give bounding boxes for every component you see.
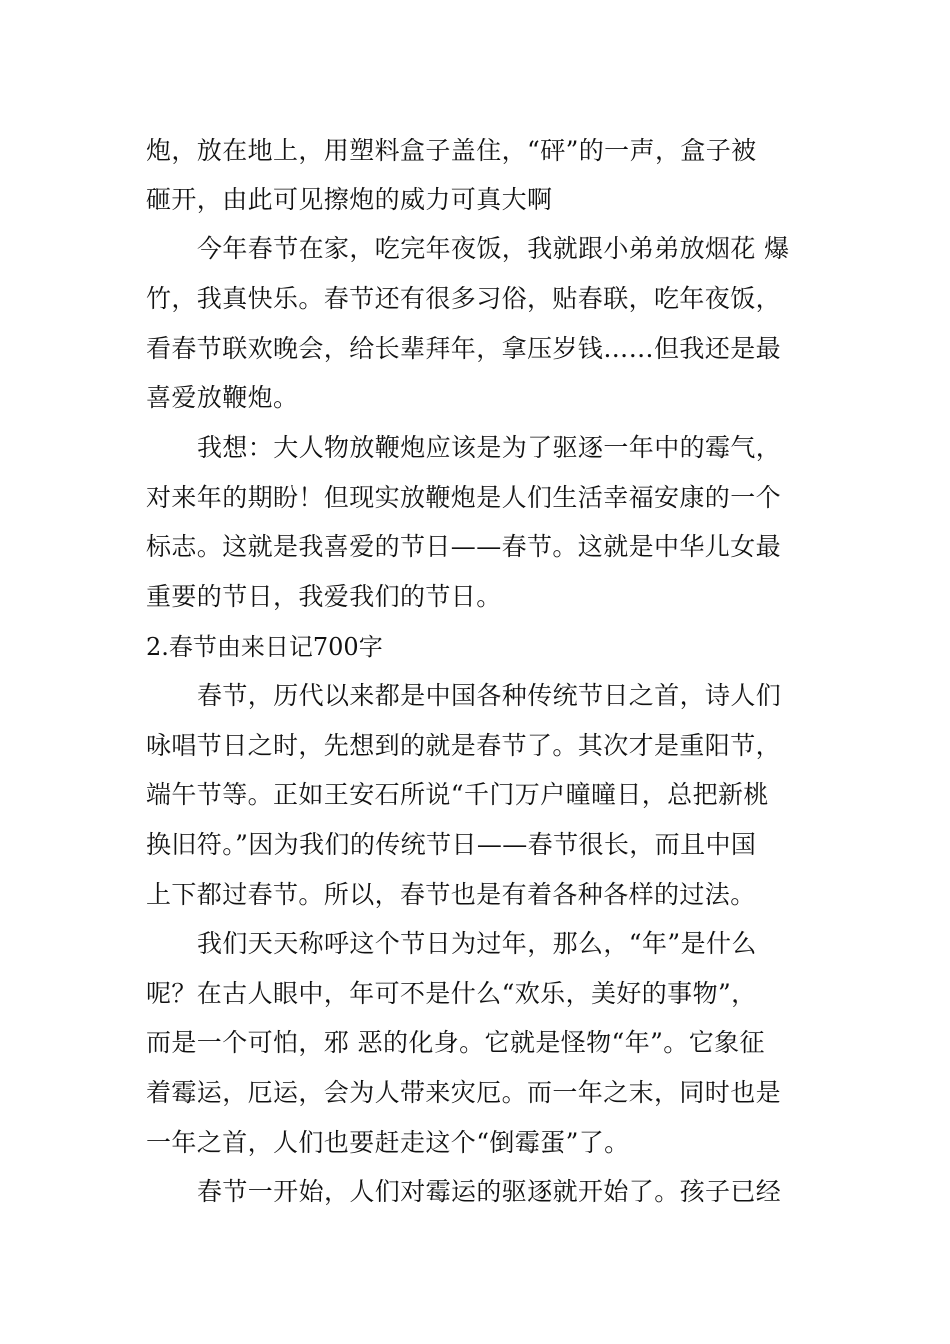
section-paragraph-2-line-1: 我们天天称呼这个节日为过年，那么，“年”是什么 [197, 929, 757, 958]
section-paragraph-1-line-1: 春节，历代以来都是中国各种传统节日之首，诗人们 [197, 681, 782, 710]
paragraph-3-line-4: 重要的节日，我爱我们的节日。 [146, 582, 502, 611]
section-paragraph-2-line-5: 一年之首，人们也要赶走这个“倒霉蛋”了。 [146, 1128, 630, 1157]
paragraph-2-line-3: 看春节联欢晚会，给长辈拜年，拿压岁钱……但我还是最 [146, 334, 782, 363]
paragraph-3-line-3: 标志。这就是我喜爱的节日——春节。这就是中华儿女最 [146, 532, 782, 561]
section-paragraph-3-line-1: 春节一开始，人们对霉运的驱逐就开始了。孩子已经 [197, 1177, 782, 1206]
section-paragraph-1-line-5: 上下都过春节。所以，春节也是有着各种各样的过法。 [146, 880, 756, 909]
paragraph-3-line-1: 我想：大人物放鞭炮应该是为了驱逐一年中的霉气， [197, 433, 782, 462]
paragraph-1-line-2: 砸开，由此可见擦炮的威力可真大啊 [146, 185, 553, 214]
paragraph-3-line-2: 对来年的期盼！但现实放鞭炮是人们生活幸福安康的一个 [146, 483, 782, 512]
paragraph-2-line-1: 今年春节在家，吃完年夜饭，我就跟小弟弟放烟花 爆 [197, 234, 790, 263]
section-paragraph-1-line-3: 端午节等。正如王安石所说“千门万户曈曈日，总把新桃 [146, 780, 769, 809]
section-paragraph-2-line-2: 呢？在古人眼中，年可不是什么“欢乐，美好的事物”， [146, 979, 757, 1008]
section-paragraph-1-line-2: 咏唱节日之时，先想到的就是春节了。其次才是重阳节， [146, 731, 782, 760]
paragraph-2-line-2: 竹，我真快乐。春节还有很多习俗，贴春联，吃年夜饭， [146, 284, 782, 313]
section-paragraph-2-line-3: 而是一个可怕，邪 恶的化身。它就是怪物“年”。它象征 [146, 1028, 765, 1057]
section-paragraph-2-line-4: 着霉运，厄运，会为人带来灾厄。而一年之末，同时也是 [146, 1078, 782, 1107]
section-paragraph-1-line-4: 换旧符。”因为我们的传统节日——春节很长，而且中国 [146, 830, 757, 859]
paragraph-1-line-1: 炮，放在地上，用塑料盒子盖住，“砰”的一声，盒子被 [146, 136, 757, 165]
section-heading: 2.春节由来日记700字 [146, 633, 383, 661]
paragraph-2-line-4: 喜爱放鞭炮。 [146, 383, 299, 412]
